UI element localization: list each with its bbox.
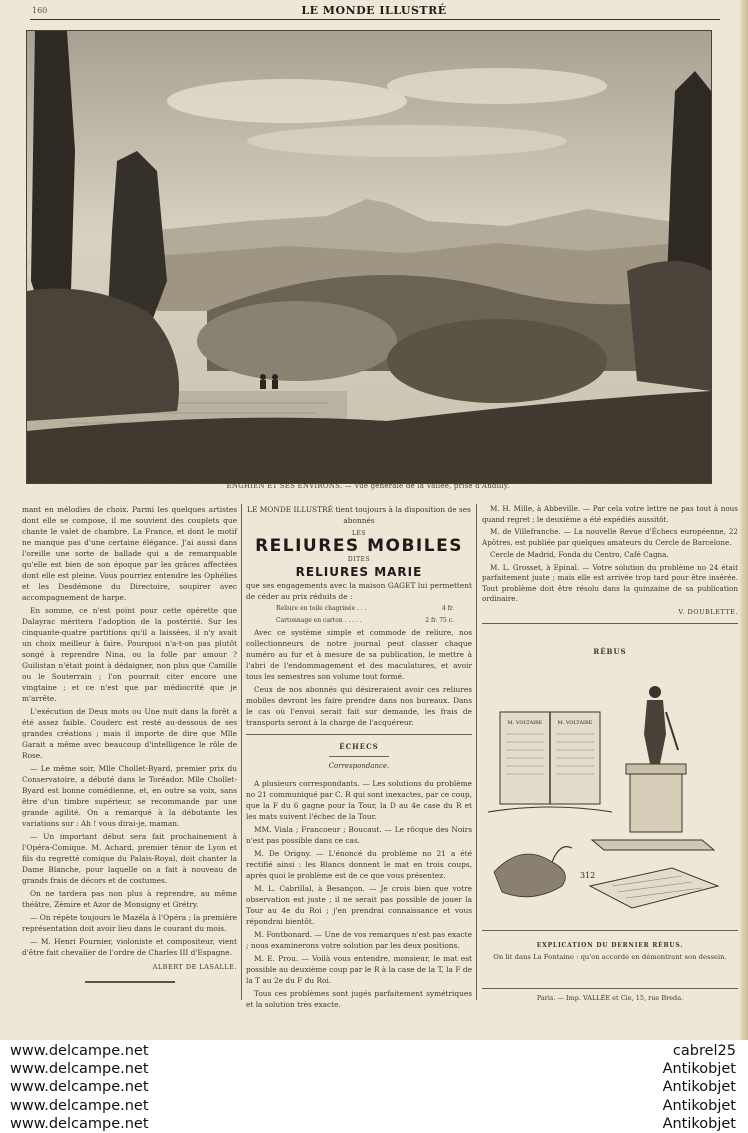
correspondance-item: MM. Viala ; Francoeur ; Boucaut. — Le rôcque des Noirs n'est pas possible dans ce cas. — [246, 825, 472, 845]
watermark-text: www.delcampe.net — [10, 1115, 149, 1132]
paragraph: En somme, ce n'est point pour cette opérette que Dalayrac méritera l'adoption de la postérité. Sur les cinquante-quatre partitions qu'il a laissées, il n'y avait un choix meilleur à faire. Pourquoi n'a-t-on pas plutôt songé à reprendre Nina, ou la folle par amour ? Guilistan n'était point à dédaigner, non plus que Camille ou le Souterrain ; l'on pourrait citer encore une vingtaine ; et ce n'est que par médiocrité que je m'arrête. — [22, 606, 237, 703]
correspondance-item: Tous ces problèmes sont jugés parfaitement symétriques et la solution très exacte. — [246, 989, 472, 1009]
price-value: 2 fr. 75 c. — [425, 617, 454, 624]
watermark-text: www.delcampe.net — [10, 1061, 149, 1078]
watermark-text: Antikobjet — [662, 1061, 736, 1078]
page-number: 160 — [32, 6, 48, 15]
price-value: 4 fr. — [441, 605, 454, 612]
correspondance-item: M. E. Prou. — Voilà vous entendre, monsieur, le mat est possible au deuxième coup par le R à la case de la T, la F de la T au 2e du F du Roi. — [246, 954, 472, 985]
masthead-title: LE MONDE ILLUSTRÉ — [301, 4, 447, 17]
column-divider — [476, 504, 477, 1000]
paragraph: mant en mélodies de choix. Parmi les quelques artistes dont elle se compose, il me souvient des couplets que chante le valet de chambre. La France, et dont le motif ne manque pas d'une certaine élégance. J'ai aussi dans l'oreille une sorte de ballade qui a de remarquable qu'elle est bien de son époque par les grâces affectées dont elle est pleine. Vous pourriez entendre les Ophélies et les Desdémone du Directoire, soupirer avec accompagnement de harpe. — [22, 505, 237, 602]
price-label: Cartonnage en carton . . . . . — [276, 617, 362, 624]
ad-dites: DITES — [347, 556, 371, 563]
price-row — [276, 603, 454, 614]
watermark-text: Antikobjet — [662, 1079, 736, 1096]
correspondance-item: M. Fontbonard. — Une de vos remarques n'est pas exacte ; nous examinerons votre solution par les deux positions. — [246, 930, 472, 950]
correspondance-item: M. de Villefranche. — La nouvelle Revue d'Échecs européenne, 22 Apôtres, est publiée par quelques amateurs du Cercle de Barcelone. — [482, 527, 738, 547]
right-signature: V. DOUBLETTE. — [678, 607, 738, 616]
watermark-text: www.delcampe.net — [10, 1097, 149, 1114]
watermark-text: www.delcampe.net — [10, 1043, 149, 1059]
printer-imprint: Paris. — Imp. VALLÉE et Cie, 15, rue Breda. — [536, 994, 684, 1002]
book-right-label: M. VOLTAIRE — [557, 720, 593, 726]
rebus-illustration — [482, 672, 738, 934]
ad-offer: que ses engagements avec la maison GAGET lui permettent de céder au prix réduits de : — [246, 581, 472, 601]
column-end-rule — [85, 981, 175, 983]
correspondance-item: M. L. Cabrillal, à Besançon. — Je crois bien que votre observation est juste ; il ne serait pas possible de jouer la Tour au 4e du Roi ; j'en prendrai connaissance et vous répondrai bientôt. — [246, 884, 472, 926]
correspondance-item: Cercle de Madrid, Fonda du Centro, Café Cagna. — [490, 550, 669, 559]
book-left-label: M. VOLTAIRE — [507, 720, 543, 726]
watermark-right — [663, 1042, 736, 1133]
page-edge — [740, 0, 748, 1040]
section-divider — [246, 734, 472, 735]
column-divider — [241, 504, 242, 1000]
ad-body: Ceux de nos abonnés qui désireraient avoir ces reliures mobiles devront les faire prendre dans nos bureaux. Dans le cas où l'envoi serait fait sur demande, les frais de transports seront à la charge de l'acquéreur. — [246, 685, 472, 727]
paragraph: — M. Henri Fournier, violoniste et compositeur, vient d'être fait chevalier de l'ordre de Charles III d'Espagne. — [22, 937, 237, 957]
correspondance-item: M. H. Mille, à Abbeville. — Par cela votre lettre ne pas tout à nous quand regret ; le deuxième a été expédiés aussitôt. — [482, 504, 738, 524]
correspondance-item: A plusieurs correspondants. — Les solutions du problème no 21 communiqué par C. R qui sont inexactes, par ce coup, que la F du 6 gagne pour la Tour, la D au 4e case du R et les mats suivent l'échec de la Tour. — [246, 779, 472, 821]
paragraph: — Un important début sera fait prochainement à l'Opéra-Comique. M. Achard, premier ténor de Lyon et fils du regretté comique du Palais-Royal, doit chanter la Dame Blanche, pour laquelle on a fait à nouveau de grands frais de décors et de costumes. — [22, 832, 237, 885]
author-signature: ALBERT DE LASALLE. — [152, 963, 237, 971]
left-column — [22, 504, 237, 983]
ad-les: LES — [352, 530, 366, 537]
right-correspondance — [482, 504, 738, 617]
landscape-engraving — [26, 30, 712, 484]
paragraph: L'exécution de Deux mots ou Une nuit dans la forêt a été assez faible. Couderc est resté au-dessous de ses grandes créations ; mais il importe de dire que Mlle Garait a même avec beaucoup d'intelligence le rôle de Rose. — [22, 707, 237, 760]
correspondance-item: M. De Origny. — L'énoncé du problème no 21 a été rectifié ainsi : les Blancs donnent le mat en trois coups, après quoi le problème est de ce que vous présentez. — [246, 849, 472, 880]
masthead-rule — [30, 19, 720, 20]
rebus-explanation: On lit dans La Fontaine : qu'on accorde en démontrant son dessein. — [493, 953, 727, 961]
rebus-number: 312 — [580, 871, 596, 880]
middle-column — [246, 504, 472, 1012]
paragraph: — Le même soir, Mlle Chollet-Byard, premier prix du Conservatoire, a débuté dans le Toréador. Mlle Chollet-Byard est bonne comédienne, et, en outre sa voix, sans être d'un timbre supérieur, se recommande par une grande agilité. On a remarqué à la débutante les variations sur : Ah ! vous dirai-je, maman. — [22, 764, 237, 828]
rebus-explanation-heading: EXPLICATION DU DERNIER RÉBUS. — [536, 942, 684, 949]
price-row — [276, 615, 454, 626]
watermark-text: Antikobjet — [662, 1097, 736, 1114]
paragraph: — On répète toujours le Mazéla à l'Opéra ; la première représentation doit avoir lieu dans le courant du mois. — [22, 913, 237, 933]
ad-body: Avec ce système simple et commode de reliure, nos collectionneurs de notre journal peut classer chaque numéro au fur et à mesure de sa publication, le mettre à l'abri de l'endommagement et des maculatures, et avoir tous les semestres son volume tout formé. — [246, 628, 472, 681]
correspondance-heading: Correspondance. — [328, 762, 390, 770]
price-label: Reliure en toile chagrinée . . . — [276, 605, 367, 612]
illustration-caption: ENGHIEN ET SES ENVIRONS. — Vue générale de la Vallée, prise d'Andilly. — [226, 482, 510, 490]
ad-product-title: RELIURES MOBILES — [255, 536, 463, 556]
paragraph: On ne tardera pas non plus à reprendre, au même théâtre, Zémire et Azor de Monsigny et Grétry. — [22, 889, 237, 909]
watermark-text: Antikobjet — [662, 1115, 736, 1132]
section-divider — [329, 756, 389, 757]
ad-product-subtitle: RELIURES MARIE — [295, 565, 423, 579]
echecs-heading: ÉCHECS — [339, 742, 379, 751]
watermark-text: www.delcampe.net — [10, 1079, 149, 1096]
watermark-left — [10, 1042, 149, 1133]
watermark-text: cabrel25 — [672, 1043, 736, 1059]
imprint-rule — [482, 988, 738, 989]
rebus-section — [482, 623, 738, 1004]
rebus-heading: RÉBUS — [593, 647, 627, 656]
ad-intro: LE MONDE ILLUSTRÉ tient toujours à la disposition de ses abonnés — [247, 505, 471, 525]
correspondance-item: M. L. Grosset, à Epinal. — Votre solution du problème no 24 était parfaitement juste ; mais elle est arrivée trop tard pour être insérée. Tout problème doit être résolu dans la quinzaine de sa publication ordinaire. — [482, 562, 738, 603]
right-column — [482, 504, 738, 1004]
